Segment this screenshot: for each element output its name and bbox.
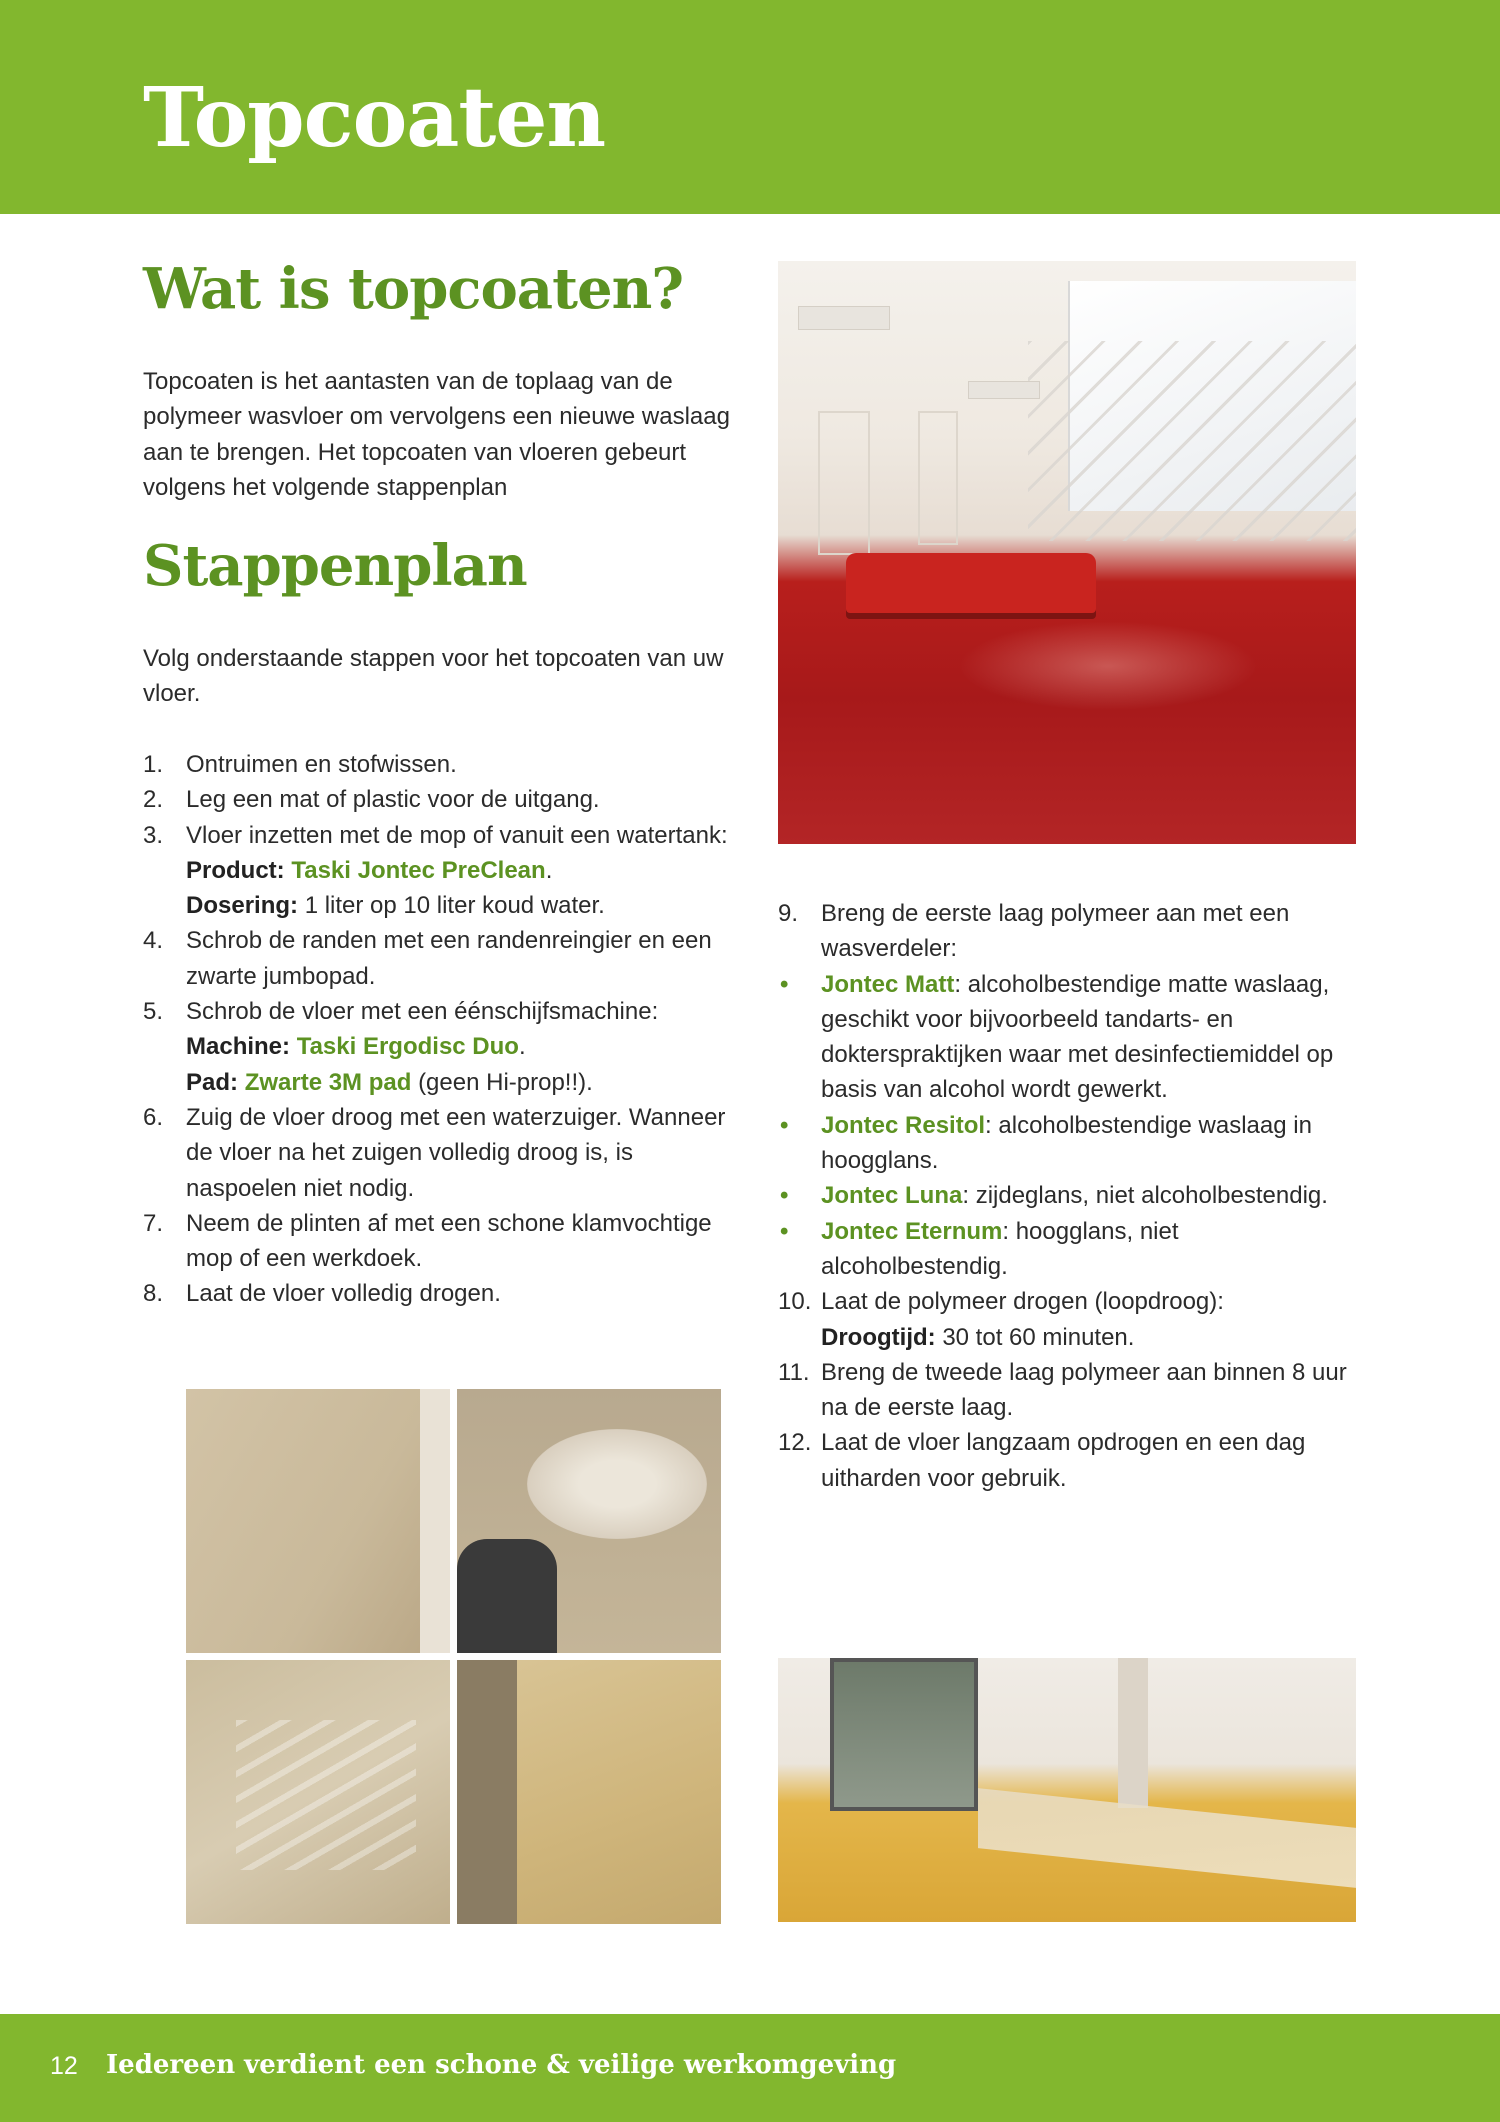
step-item	[778, 1425, 1358, 1496]
photo-red-bench	[846, 553, 1096, 613]
product-bullet	[778, 1108, 1358, 1179]
photo-wall	[420, 1389, 450, 1653]
step-number: 10.	[778, 1288, 812, 1316]
step-item	[778, 1355, 1358, 1426]
red-floor-hall-photo	[778, 261, 1356, 844]
product-name: Jontec Luna	[821, 1182, 963, 1210]
footer-tagline: Iedereen verdient een schone & veilige werkomgeving	[106, 2050, 897, 2080]
step-number: 3.	[143, 821, 164, 849]
step-text: Zuig de vloer droog met een waterzuiger. Wanneer de vloer na het zuigen volledig droog is, is naspoelen niet nodig.	[186, 1103, 726, 1202]
step-number: 5.	[143, 998, 164, 1026]
product-desc: : zijdeglans, niet alcoholbestendig.	[962, 1182, 1328, 1210]
product-bullet	[778, 967, 1358, 1108]
bullet-marker: •	[780, 1217, 789, 1245]
step-item	[143, 818, 733, 924]
step-number: 2.	[143, 786, 164, 814]
finished-floor-photo	[457, 1660, 721, 1924]
step-number: 12.	[778, 1429, 812, 1457]
yellow-floor-corridor-photo	[778, 1658, 1356, 1922]
dosering-label: Dosering:	[186, 892, 299, 920]
step-text: Vloer inzetten met de mop of vanuit een watertank:	[186, 821, 728, 849]
photo-floor-band	[978, 1788, 1356, 1888]
step-text: Leg een mat of plastic voor de uitgang.	[186, 786, 600, 814]
section-heading-what-is: Wat is topcoaten?	[143, 256, 684, 322]
step-number: 1.	[143, 751, 164, 778]
photo-wall	[457, 1660, 517, 1924]
stappenplan-intro: Volg onderstaande stappen voor het topcoaten van uw vloer.	[143, 645, 724, 708]
section-heading-stappenplan: Stappenplan	[143, 533, 527, 599]
machine-value: Taski Ergodisc Duo	[296, 1033, 519, 1061]
step-text: Ontruimen en stofwissen.	[186, 751, 457, 778]
product-name: Jontec Matt	[821, 970, 955, 998]
product-bullet	[778, 1178, 1358, 1213]
step-item	[143, 994, 733, 1100]
product-desc: : alcoholbestendige waslaag in hoogglans.	[821, 1111, 1312, 1175]
steps-list-left	[143, 747, 733, 1312]
step-item	[778, 896, 1358, 967]
step-item	[143, 782, 733, 817]
machine-label: Machine:	[186, 1033, 291, 1061]
dosering-line	[186, 888, 733, 923]
photo-stairs	[1028, 341, 1356, 541]
droogtijd-value: 30 tot 60 minuten.	[942, 1323, 1135, 1351]
pad-label: Pad:	[186, 1068, 239, 1096]
intro-paragraph: Topcoaten is het aantasten van de toplaag van de polymeer wasvloer om vervolgens een nieuwe waslaag aan te brengen. Het topcoaten van vloeren gebeurt volgens het volgende stappenplan	[143, 368, 730, 501]
machine-tail: .	[518, 1033, 526, 1061]
photo-ceiling-lamp	[968, 381, 1040, 399]
photo-streaks	[236, 1720, 416, 1870]
step-text: Schrob de vloer met een éénschijfsmachine:	[186, 998, 659, 1026]
step-number: 7.	[143, 1209, 164, 1237]
photo-floor-reflection	[958, 621, 1258, 711]
page-number: 12	[50, 2052, 78, 2080]
step-text: Laat de polymeer drogen (loopdroog):	[821, 1288, 1224, 1316]
steps-list-right	[778, 896, 1358, 1496]
photo-pillar	[1118, 1658, 1148, 1808]
product-desc: : alcoholbestendige matte waslaag, geschikt voor bijvoorbeeld tandarts- en dokterspraktijken waar met desinfectiemiddel op basis van alcohol wordt gewerkt.	[821, 970, 1334, 1104]
step-text: Breng de eerste laag polymeer aan met een wasverdeler:	[821, 900, 1290, 963]
product-label: Product:	[186, 856, 285, 884]
page-title: Topcoaten	[143, 70, 606, 166]
wet-floor-photo	[186, 1660, 450, 1924]
step-item	[143, 747, 733, 782]
page-header	[0, 0, 1500, 214]
bullet-marker: •	[780, 1111, 789, 1139]
photo-foam	[527, 1429, 707, 1539]
product-desc: : hoogglans, niet alcoholbestendig.	[821, 1217, 1179, 1280]
step-item	[143, 923, 733, 994]
floor-detail-photo-1	[186, 1389, 450, 1653]
bullet-marker: •	[780, 1182, 789, 1210]
step-text: Laat de vloer volledig drogen.	[186, 1280, 501, 1308]
step-text: Schrob de randen met een randenreingier en een zwarte jumbopad.	[186, 927, 712, 990]
step-number: 4.	[143, 927, 164, 955]
scrubbing-machine-photo	[457, 1389, 721, 1653]
product-tail: .	[545, 856, 553, 884]
droogtijd-line	[821, 1320, 1358, 1355]
step-item	[143, 1276, 733, 1311]
pad-line	[186, 1065, 733, 1100]
step-item	[778, 1284, 1358, 1355]
step-number: 6.	[143, 1103, 164, 1131]
step-number: 8.	[143, 1280, 164, 1308]
step-item	[143, 1100, 733, 1206]
pad-tail: (geen Hi-prop!!).	[418, 1068, 593, 1096]
product-name: Jontec Resitol	[821, 1111, 986, 1139]
step-item	[143, 1206, 733, 1277]
step-number: 11.	[778, 1358, 810, 1386]
dosering-value: 1 liter op 10 liter koud water.	[304, 892, 605, 920]
photo-machine	[457, 1539, 557, 1653]
droogtijd-label: Droogtijd:	[821, 1323, 936, 1351]
photo-door	[818, 411, 870, 555]
step-text: Laat de vloer langzaam opdrogen en een dag uitharden voor gebruik.	[821, 1429, 1306, 1492]
step-number: 9.	[778, 900, 799, 927]
bullet-marker: •	[780, 970, 789, 998]
photo-door	[918, 411, 958, 545]
machine-line	[186, 1029, 733, 1064]
product-line	[186, 853, 733, 888]
product-value: Taski Jontec PreClean	[291, 856, 546, 884]
photo-window	[830, 1658, 978, 1811]
product-bullet	[778, 1214, 1358, 1285]
pad-value: Zwarte 3M pad	[244, 1068, 412, 1096]
step-text: Breng de tweede laag polymeer aan binnen 8 uur na de eerste laag.	[821, 1358, 1347, 1422]
photo-ceiling-lamp	[798, 306, 890, 330]
page-footer	[0, 2014, 1500, 2122]
product-name: Jontec Eternum	[821, 1217, 1003, 1245]
step-text: Neem de plinten af met een schone klamvochtige mop of een werkdoek.	[186, 1209, 712, 1273]
